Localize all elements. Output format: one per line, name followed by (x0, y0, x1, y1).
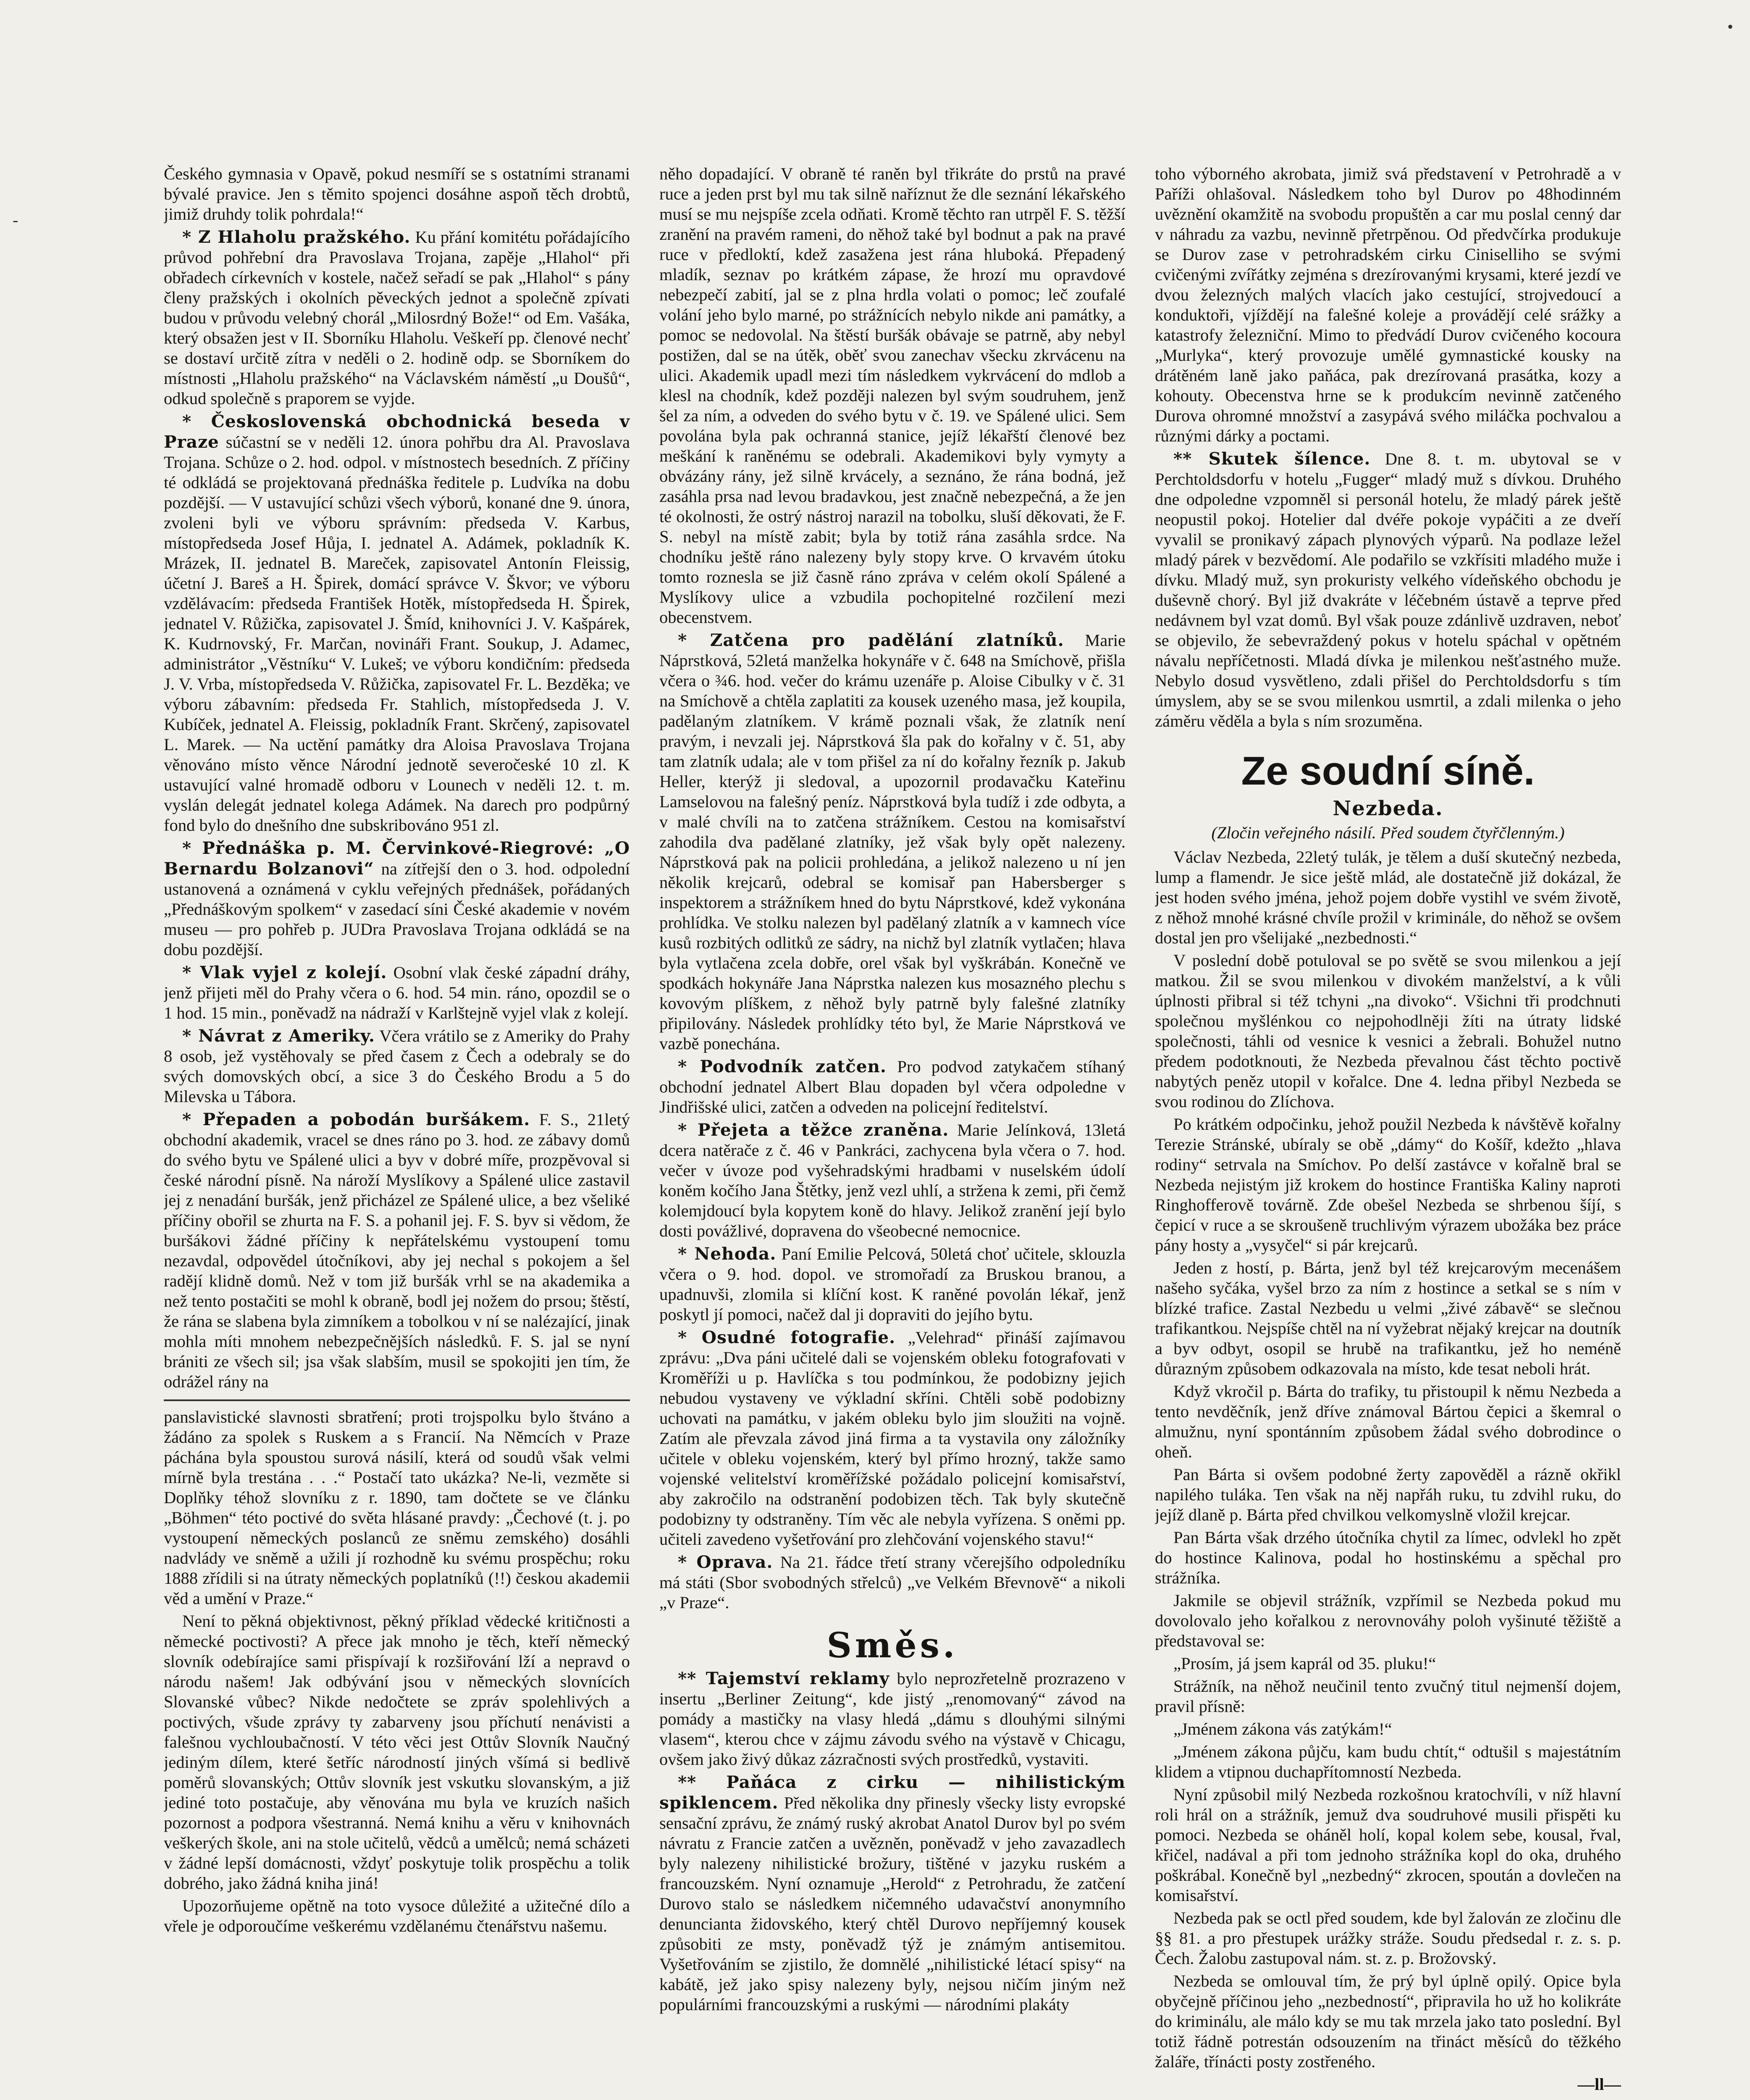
article-body: na zítřejší den o 3. hod. odpolední ustanovená a oznámená v cyklu veřejných přednášek, pořádaných „Přednáškovým spolkem“ v zasedací síni České akademie v novém museu — pro pohřeb p. JUDra Pravoslava Trojana odkládá se na dobu pozdější. (164, 859, 630, 959)
article (164, 962, 630, 1023)
article-heading: * Osudné fotografie. (678, 1327, 896, 1347)
article (659, 1120, 1126, 1241)
paragraph: „Jménem zákona vás zatýkám!“ (1173, 1719, 1392, 1738)
article-subtitle: (Zločin veřejného násilí. Před soudem čtyřčlenným.) (1211, 823, 1565, 842)
article (164, 1109, 630, 1392)
paragraph: Strážník, na něhož neučinil tento zvučný titul nejmenší dojem, pravil přísně: (1155, 1677, 1621, 1716)
article-body: Dne 8. t. m. ubytoval se v Perchtoldsdorfu v hotelu „Fugger“ mladý muž s dívkou. Druhého dne odpoledne vzpomněl si personál hotelu, že mladý párek ještě neopustil pokoj. Hotelier dal dvéře pokoje vypáčiti a ze dveří vyvalil se pronikavý zápach plynových výparů. Na podlaze ležel mladý párek v bezvědomí. Ale podařilo se vzkřísiti mladého muže i dívku. Mladý muž, syn prokuristy velkého vídeňského obchodu je duševně chorý. Byl již dvakráte v léčebném ústavě a teprve před nedávnem byl vzat domů. Byl však pouze zdánlivě uzdraven, neboť se objevilo, že sebevraždený pokus v hotelu spáchal v opětném návalu nepříčetnosti. Mladá dívka je milenkou nešťastného muže. Nebylo dosud vysvětleno, zdali přišel do Perchtoldsdorfu s tím úmyslem, aby se se svou milenkou usmrtil, a zdali milenka o jeho záměru věděla a byla s ním srozuměna. (1155, 449, 1621, 730)
article (659, 1668, 1126, 1769)
column-1 (164, 164, 630, 2100)
article-body: Včera vrátilo se z Ameriky do Prahy 8 osob, jež vystěhovaly se před časem z Čech a odebraly se do svých domovských obcí, a sice 3 do Českého Brodu a 5 do Milevska u Tábora. (164, 1026, 630, 1106)
margin-mark-left: - (13, 210, 18, 229)
article-heading: * Oprava. (678, 1552, 773, 1572)
article-body: Marie Náprstková, 52letá manželka hokynáře v č. 648 na Smíchově, přišla včera o ¾6. hod. večer do krámu uzenáře p. Aloise Cibulky v č. 31 na Smíchově a chtěla zaplatiti za kousek uzeného masa, jež koupila, padělaným zlatníkem. V krámě poznali však, že zlatník není pravým, i nevzali jej. Náprstková šla pak do kořalny v č. 51, aby tam zlatník udala; ale v tom přišel za ní do kořalny řezník p. Jakub Heller, kterýž ji sledoval, a upozornil prodavačku Kateřinu Lamselovou na falešný peníz. Náprstková byla tudíž i zde odbyta, a v malé chvíli na to zatčena strážníkem. Cestou na komisařství zahodila dva padělané zlatníky, jež však byly opět nalezeny. Náprstková pak na policii prohledána, a jelikož nalezeno u ní jen několik krejcarů, odebral se komisař pan Habersberger s inspektorem a strážníkem hned do bytu Náprstkové, kdež vykonána prohlídka. Ve stolku nalezen byl padělaný zlatník a v kamnech více kusů rozbitých odlitků ze sádry, na nichž byl zlatník vytlačen; hlava byla vytlačena zcela dobře, orel však byl vyškrábán. Konečně ve spodkách hokynáře Jana Náprstka nalezen kus mosazného plechu s kovovým plíškem, z něhož byly patrně byly falešné zlatníky připilovány. Následek prohlídky této byl, že Marie Náprstková ve vazbě ponechána. (659, 631, 1126, 1053)
article-heading: ** Tajemství reklamy (678, 1668, 890, 1688)
article-body: F. S., 21letý obchodní akademik, vracel se dnes ráno po 3. hod. ze zábavy domů do svého bytu ve Spálené ulici a byv v dobré míře, prozpěvoval si české národní písně. Na nároží Myslíkovy a Spálené ulice zastavil jej z nenadání buršák, jenž přicházel ze Spálené ulice, a bez všeliké příčiny obořil se zhurta na F. S. a pohanil jej. F. S. byv si vědom, že buršákovi žádné příčiny k nepřátelskému vystoupení tomu nezavdal, odpovědel útočníkovi, aby jej nechal s pokojem a šel radějí klidně domů. Než v tom již buršák vrhl se na akademika a než tento postačiti se mohl k obraně, bodl jej nožem do prsou; štěstí, že rána se slabena byla zimníkem a tobolkou v ní se nalézající, jinak mohla míti mnohem nebezpečnějších následků. F. S. jal se nyní brániti ze všech sil; jsa však slabším, musil se spokojiti jen tím, že odrážel rány na (164, 1110, 630, 1391)
article-heading: * Přejeta a těžce zraněna. (678, 1120, 949, 1140)
author-signature: —ll— (1577, 2075, 1621, 2094)
columns (164, 164, 1687, 2100)
article-body: Ku přání komitétu pořádajícího průvod pohřební dra Pravoslava Trojana, zapěje „Hlahol“ při obřadech církevních v kostele, načež seřadí se pak „Hlahol“ s pány členy pražských i okolních pěveckých jednot a společně zpívati budou v průvodu velebný chorál „Milosrdný Bože!“ od Em. Vašáka, který obsažen jest v II. Sborníku Hlaholu. Veškeří pp. členové nechť se dostaví určitě zítra v neděli o 2. hodině odp. se Sborníkem do místnosti „Hlaholu pražského“ na Václavském náměstí „u Doušů“, odkud společně s praporem se vyjde. (164, 228, 630, 408)
article-body: Osobní vlak české západní dráhy, jenž přijeti měl do Prahy včera o 6. hod. 54 min. ráno, opozdil se o 1 hod. 15 min., poněvadž na nádraží v Karlštejně vyjel vlak z kolejí. (164, 963, 630, 1022)
paragraph: Jakmile se objevil strážník, vzpřímil se Nezbeda pokud mu dovolovalo jeho kořalkou z nerovnováhy poloh vyšinuté těžiště a představoval se: (1155, 1591, 1621, 1650)
article-heading: * Přednáška p. M. Červinkové-Riegrové: „O Bernardu Bolzanovi“ (164, 838, 630, 879)
article (659, 1772, 1126, 2015)
paragraph: Českého gymnasia v Opavě, pokud nesmíří se s ostatními stranami bývalé pravice. Jen s těmito spojenci dosáhne aspoň těch drobtů, jimiž druhdy tolik pohrdala!“ (164, 164, 630, 223)
article (164, 227, 630, 409)
article-body: „Velehrad“ přináší zajímavou zprávu: „Dva páni učitelé dali se vojenském obleku fotografovati v Kroměříži u p. Havlíčka s tou podmínkou, že podobizny jejich nebudou vystaveny ve výkladní skříni. Chtěli sobě podobizny uchovati na památku, v jakém obleku bylo jim sloužiti na vojně. Zatím ale převzala závod jiná firma a ta vystavila ony záložníky učitele v obleku vojenském, který byl přímo hrozný, takže samo vojenské velitelství kroměřížské požádalo policejní komisařství, aby zakročilo na odstranění podobizen těch. Tak byly skutečně podobizny ty odstraněny. Tím věc ale nebyla vyřízena. S oněmi pp. učiteli zavedeno vyšetřování pro zlehčování vojenského stavu!“ (659, 1328, 1126, 1549)
paragraph: něho dopadající. V obraně té raněn byl třikráte do prstů na pravé ruce a jeden prst byl mu tak silně naříznut že dle seznání lékařského musí se mu nejspíše zcela odňati. Kromě těchto ran utrpěl F. S. těžší zranění na pravém rameni, do něhož také byl bodnut a pak na pravé ruce v předloktí, kdež zasažena jest rána hluboká. Přepadený mladík, seznav po krátkém zápase, že hrozí mu opravdové nebezpečí zabití, jal se z plna hrdla volati o pomoc; leč zoufalé volání jeho bylo marné, po strážnících nebylo nikde ani památky, a pomoc se nedovolal. Na štěstí buršák obávaje se patrně, aby nebyl postižen, dal se na útěk, oběť svou zanechav všecku zkrvácenu na ulici. Akademik upadl mezi tím následkem vykrvácení do mdlob a klesl na chodník, kdež později nalezen byl svým soudruhem, jenž šel za ním, a odveden do svého bytu v č. 19. ve Spálené ulici. Sem povolána byla pak ochranná stanice, jejíž lékařští členové bez meškání k raněnému se odebrali. Akademikovi byly vymyty a obvázány rány, jež silně krvácely, a seznáno, že rána bodná, jež zasáhla prsa nad levou bradavkou, jest značně nebezpečná, a že jen té okolnosti, že ostrý nástroj narazil na tobolku, sluší děkovati, že F. S. nebyl na místě zabit; byla by totiž rána zasáhla srdce. Na chodníku ještě ráno nalezeny byly stopy krve. O krvavém útoku tomto roznesla se již časně ráno zpráva v celém okolí Spálené a Myslíkovy ulice a vzbudila pochopitelné rozčilení mezi obecenstvem. (659, 164, 1126, 627)
paragraph: Když vkročil p. Bárta do trafiky, tu přistoupil k němu Nezbeda a tento nevděčník, jenž dříve známoval Bártou čepici a škemral o almužnu, nyní spontánním způsobem žádal svého dobrodince o oheň. (1155, 1382, 1621, 1461)
paragraph: Pan Bárta však drzého útočníka chytil za límec, odvlekl ho zpět do hostince Kalinova, podal ho hostinskému a spěchal pro strážníka. (1155, 1528, 1621, 1587)
section-title-court: Ze soudní síně. (1241, 748, 1535, 793)
paragraph: „Jménem zákona půjču, kam budu chtít,“ odtušil s majestátním klidem a vtipnou duchapřítomností Nezbeda. (1155, 1742, 1621, 1781)
article-heading: ** Skutek šílence. (1173, 449, 1371, 469)
paragraph: Pan Bárta si ovšem podobné žerty zapověděl a rázně okřikl napilého tuláka. Ten však na něj napřáh ruku, tu zdvihl ruku, do jejíž dlaně p. Bárta před chvilkou velkomyslně vložil krejcar. (1155, 1465, 1621, 1524)
article-heading: * Československá obchodnická beseda v Praze (164, 411, 630, 452)
article-body: Před několika dny přinesly všecky listy evropské sensační zprávu, že známý ruský akrobat Anatol Durov byl po svém návratu z Francie zatčen a uvězněn, poněvadž v jeho zavazadlech byly nalezeny nihilistické brožury, tištěné v jazyku ruském a francouzském. Nyní oznamuje „Herold“ z Petrohradu, že zatčení Durovo stalo se následkem ničemného udavačství anonymního denuncianta židovského, který chtěl Durovo nepříjemný kousek způsobiti ze msty, poněvadž týž je známým antisemitou. Vyšetřováním se zjistilo, že domnělé „nihilistické létací spisy“ na kabátě, jež jako spisy nalezeny byly, nejsou ničím jiným než populárními francouzskými a ruskými — národními plakáty (659, 1793, 1126, 2014)
article-body: Pro podvod zatykačem stíhaný obchodní jednatel Albert Blau dopaden byl včera odpoledne v Jindřišské ulici, zatčen a odveden na policejní ředitelství. (659, 1057, 1126, 1116)
article-body: Paní Emilie Pelcová, 50letá choť učitele, sklouzla včera o 9. hod. dopol. ve stromořadí za Bruskou branou, a upadnuvši, zlomila si klíční kost. K raněné povolán lékař, jenž poskytl jí pomoci, načež dal ji dopraviti do jejího bytu. (659, 1244, 1126, 1324)
article-title: Nezbeda. (1333, 797, 1443, 820)
article-heading: * Návrat z Ameriky. (182, 1026, 375, 1046)
paragraph: Václav Nezbeda, 22letý tulák, je tělem a duší skutečný nezbeda, lump a flamendr. Je sice ještě mlád, ale dostatečně již dokázal, že jest hoden svého jména, jehož pojem dobře vystihl ve svém životě, z něhož mnohé krásné chvíle prožil v kriminále, do něhož se ovšem dostal jen pro všelijaké „nezbednosti.“ (1155, 848, 1621, 947)
article-heading: ** Paňáca z cirku — nihilistickým spiklencem. (659, 1772, 1126, 1813)
paragraph: Nyní způsobil milý Nezbeda rozkošnou kratochvíli, v níž hlavní roli hrál on a strážník, jemuž dva soudruhové musili přispěti ku pomoci. Nezbeda se oháněl holí, kopal kolem sebe, kousal, řval, křičel, nadával a při tom jednoho strážníka kopl do oka, druhého poškrábal. Konečně byl „nezbedný“ zkrocen, spoután a dovlečen na komisařství. (1155, 1785, 1621, 1905)
paragraph: Upozorňujeme opětně na toto vysoce důležité a užitečné dílo a vřele je odporoučíme veškerému vzdělanému čtenářstvu našemu. (164, 1896, 630, 1935)
section-title-smes: Směs. (826, 1625, 958, 1666)
article (164, 411, 630, 835)
article (164, 838, 630, 960)
article-body: Marie Jelínková, 13letá dcera natěrače z č. 46 v Pankráci, zachycena byla včera o 7. hod. večer v úvoze pod vyšehradskými hradbami v nuselském údolí koněm kočího Jana Štětky, jenž vezl uhlí, a stržena k zemi, při čemž kolemjdoucí byla kopytem koně do hlavy. Jelikož zranění její bylo dosti povážlivé, dopravena do všeobecné nemocnice. (659, 1121, 1126, 1240)
section-divider (164, 1399, 630, 1401)
margin-mark-right: • (1727, 17, 1733, 36)
paragraph: „Prosím, já jsem kaprál od 35. pluku!“ (1173, 1654, 1436, 1673)
article (659, 1056, 1126, 1117)
paragraph: Není to pěkná objektivnost, pěkný příklad vědecké kritičnosti a německé poctivosti? A přece jak mnoho je těch, kteří německý slovník odebírajíce sami přispívají k rozšiřování lží a nepravd o národu našem! Jak odbývání jsou v německých slovnících Slovanské vůbec? Nikde nedočtete se zpráv spolehlivých a poctivých, všude zprávy ty zabarveny jsou příchutí nenávisti a falešnou vychloubačností. V této věci jest Ottův Slovník Naučný jediným dílem, které šetříc národností jiných všímá si bedlivě poměrů slovanských; Ottův slovník jest vskutku slovanským, a již jediné toto postačuje, aby věnována mu byla ve kruzích našich pozornost a podpora všestranná. Nemá knihu a věru v knihovnách veškerých škole, ani na stole učitelů, vědců a umělců; nemá scházeti v žádné lepší domácnosti, vždyť poskytuje tolik prospěchu a tolik dobrého, jako žádná kniha jiná! (164, 1612, 630, 1893)
article (659, 630, 1126, 1054)
paragraph: panslavistické slavnosti sbratření; proti trojspolku bylo štváno a žádáno za spolek s Ruskem a s Francií. Na Němcích v Praze páchána byla spoustou surová násilí, která od soudů však velmi mírně byla trestána . . .“ Postačí tato ukázka? Ne-li, vezměte si Doplňky téhož slovníku z r. 1890, tam dočtete se ve článku „Böhmen“ této poctivé do světa hlásané pravdy: „Čechové (t. j. po vystoupení německých poslanců ze sněmu zemského) dosáhli nadvlády ve sněmě a užili jí rozhodně ku svému prospěchu; roku 1888 zřídili si na útraty německých poplatníků (!!) českou akademii věd a umění v Praze.“ (164, 1407, 630, 1608)
article (164, 1026, 630, 1107)
article-heading: * Podvodník zatčen. (678, 1056, 887, 1076)
paragraph: V poslední době potuloval se po světě se svou milenkou a její matkou. Žil se svou milenkou v divokém manželství, a k vůli úplnosti přibral si též tchyni „na divoko“. Všichni tři prodchnuti společnou myšlénkou co nejpohodlněji žíti na útraty lidské společnosti, táhli od vesnice k vesnici a žebrali. Bohužel nutno předem podotknouti, že Nezbeda převalnou část těchto poctivě nabytých peněz utopil v kořalce. Dne 4. ledna přibyl Nezbeda se svou rodinou do Zlíchova. (1155, 951, 1621, 1111)
article-heading: * Z Hlaholu pražského. (182, 227, 411, 247)
article-heading: * Vlak vyjel z kolejí. (182, 962, 387, 982)
paragraph: Nezbeda se omlouval tím, že prý byl úplně opilý. Opice byla obyčejně příčinou jeho „nezbedností“, připravila ho už ho kolikráte do kriminálu, ale málo kdy se mu tak mrzela jako tato poslední. Byl totiž řádně potrestán odsouzením na třináct měsíců do těžkého žaláře, třínácti posty zostřeného. (1155, 1971, 1621, 2071)
article (659, 1244, 1126, 1325)
article-heading: * Zatčena pro padělání zlatníků. (678, 630, 1064, 650)
article (659, 1327, 1126, 1549)
article-heading: * Nehoda. (678, 1244, 777, 1264)
paragraph: Po krátkém odpočinku, jehož použil Nezbeda k návštěvě kořalny Terezie Stránské, ubíraly se obě „dámy“ do Košíř, kdežto „hlava rodiny“ setrvala na Smíchov. Po delší zastávce v kořalně bral se Nezbeda nejistým již krokem do hostince Františka Kaliny naproti Ringhofferově továrně. Zde obešel Nezbeda se shrbenou šíjí, s čepicí v ruce a se skroušeně truchlivým výrazem ubožáka bez práce pány hosty a „vysyčel“ si pár krejcarů. (1155, 1115, 1621, 1255)
article (1155, 449, 1621, 731)
column-2 (659, 164, 1126, 2100)
column-3 (1155, 164, 1621, 2100)
article-body: Na 21. řádce třetí strany včerejšího odpoledníku má státi (Sbor svobodných střelců) „ve Velkém Břevnově“ a nikoli „v Praze“. (659, 1553, 1126, 1612)
article-body: súčastní se v neděli 12. února pohřbu dra Al. Pravoslava Trojana. Schůze o 2. hod. odpol. v místnostech besedních. Z příčiny té odkládá se projektovaná přednáška ředitele p. Ludvíka na dobu pozdější. — V ustavující schůzi všech výborů, konané dne 9. února, zvoleni byli ve výboru správním: předseda V. Karbus, místopředseda Josef Hůja, I. jednatel A. Adámek, pokladník K. Mrázek, II. jednatel B. Mareček, zapisovatel Antonín Fleissig, účetní J. Bareš a H. Špirek, domácí správce V. Škvor; ve výboru vzdělávacím: předseda František Hotěk, místopředseda H. Špirek, jednatel V. Růžička, zapisovatel J. Šmíd, knihovníci J. V. Kašpárek, K. Kudrnovský, Fr. Marčan, novináři Frant. Soukup, J. Adamec, administrátor „Věstníku“ V. Lukeš; ve výboru kondičním: předseda J. V. Vrba, místopředseda V. Růžička, zapisovatel Fr. L. Bezděka; ve výboru zábavním: předseda Fr. Stahlich, místopředseda J. V. Kubíček, jednatel A. Fleissig, pokladník Frant. Skrčený, zapisovatel L. Marek. — Na uctění památky dra Aloisa Pravoslava Trojana věnováno místo věnce Národní jednotě severočeské 10 zl. K ustavující valné hromadě odboru v Lounech v neděli 12. t. m. vyslán delegát jednatel kolega Adámek. Na darech pro podpůrný fond bylo do dnešního dne subskribováno 951 zl. (164, 433, 630, 835)
article-heading: * Přepaden a pobodán buršákem. (182, 1109, 530, 1129)
article (659, 1552, 1126, 1613)
article-body: bylo neprozřetelně prozrazeno v insertu „Berliner Zeitung“, kde jistý „renomovaný“ závod na pomády a mastičky na vlasy hledá „dámu s dlouhými silnými vlasem“, kterou chce v zájmu závodu svého na výstavě v Chicagu, ovšem jako živý důkaz zázračnosti svých prostředků, vystaviti. (659, 1669, 1126, 1769)
paragraph: toho výborného akrobata, jimiž svá představení v Petrohradě a v Paříži ohlašoval. Následkem toho byl Durov po 48hodinném uvěznění okamžitě na svobodu propuštěn a car mu poslal cenný dar v náhradu za vazbu, nevinně přetrpěnou. Od předvčírka produkuje se Durov zase v petrohradském cirku Ciniselliho se svými cvičenými zvířátky zejména s drezírovanými krysami, které jezdí ve dvou železných malých vlacích jako cestující, strojvedoucí a konduktoři, vjíždějí na falešné koleje a provádějí celé srážky a katastrofy železniční. Mimo to předvádí Durov cvičeného kocoura „Murlyka“, který provozuje umělé gymnastické kousky na drátěném laně jako paňáca, pak drezírovaná prasátka, kozy a kohouty. Obecenstva hrne se k produkcím nevinně zatčeného Durova ohromné množství a zasypává svého miláčka pochvalou a různými dárky a poctami. (1155, 164, 1621, 445)
paragraph: Jeden z hostí, p. Bárta, jenž byl též krejcarovým mecenášem našeho syčáka, vyšel brzo za ním z hostince a setkal se s ním v blízké trafice. Zastal Nezbedu u velmi „živé zábavě“ se slečnou trafikantkou. Nejspíše chtěl na ní vyžebrat nějaký krejcar na doutník a byv odbyt, osopil se hrubě na trafikantku, jež ho neméně důrazným způsobem odkazovala na místo, kde tesat neboli hrát. (1155, 1258, 1621, 1378)
paragraph: Nezbeda pak se octl před soudem, kde byl žalován ze zločinu dle §§ 81. a pro přestupek urážky stráže. Soudu předsedal r. z. s. p. Čech. Žalobu zastupoval nám. st. z. p. Brožovský. (1155, 1908, 1621, 1968)
